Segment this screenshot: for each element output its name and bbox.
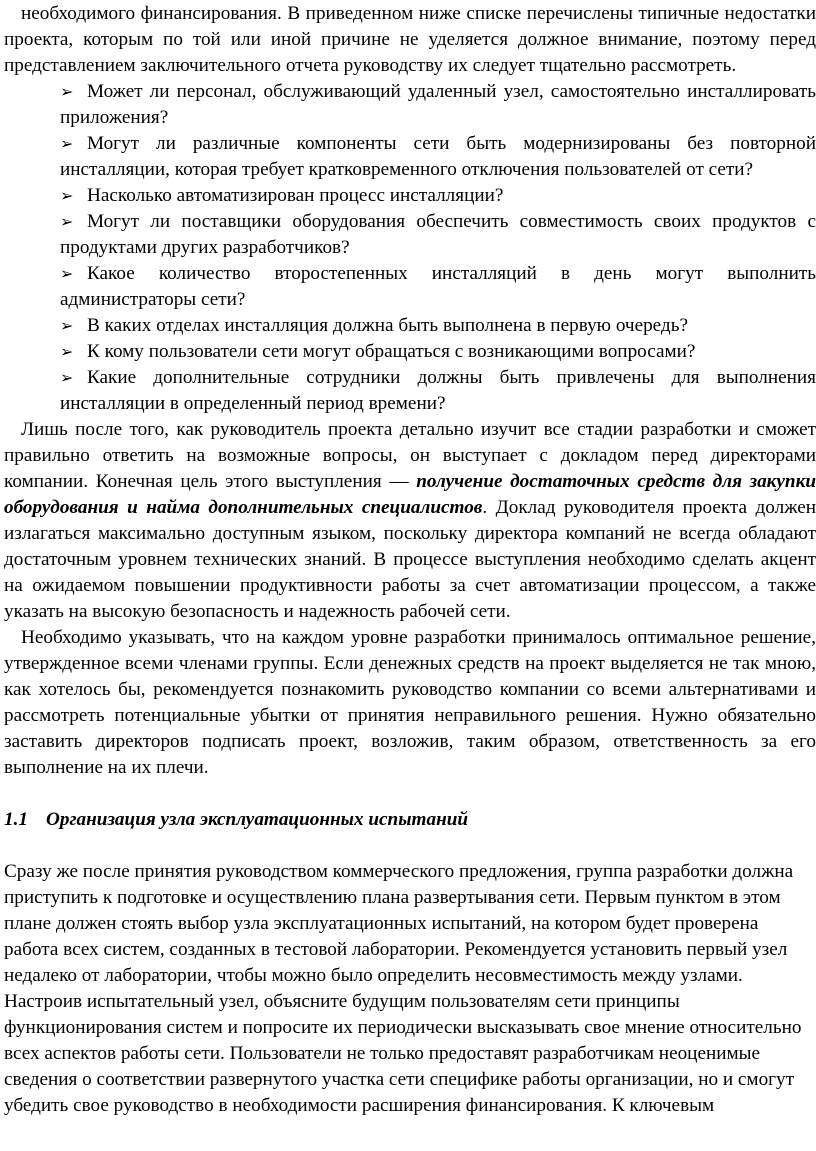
- emphasized-text: получение достаточных средств для закупки оборудования и найма дополнительных специалистов: [4, 471, 816, 518]
- body-paragraph: Сразу же после принятия руководством коммерческого предложения, группа разработки должна приступить к подготовке и осуществлению плана развертывания сети. Первым пунктом в этом плане должен стоять выбор узла эксплуатационных испытаний, на котором будет проверена работа всех систем, созданных в тестовой лаборатории. Рекомендуется установить первый узел недалеко от лаборатории, чтобы можно было определить несовместимость между узлами. Настроив испытательный узел, объясните будущим пользователям сети принципы функционирования систем и попросите их периодически высказывать свое мнение относительно всех аспектов работы сети. Пользователи не только предоставят разработчикам неоценимые сведения о соответствии развернутого участка сети специфике работы организации, но и смогут убедить свое руководство в необходимости расширения финансирования. К ключевым: [4, 861, 802, 1116]
- checklist-item: [4, 313, 816, 339]
- arrow-bullet-icon: ➢: [60, 134, 74, 153]
- arrow-bullet-icon: ➢: [60, 264, 74, 283]
- section-title: Организация узла эксплуатационных испытаний: [46, 809, 469, 830]
- document-page: [4, 0, 816, 1119]
- checklist: [4, 79, 816, 417]
- checklist-item-text: Какие дополнительные сотрудники должны быть привлечены для выполнения инсталляции в определенный период времени?: [60, 367, 816, 414]
- paragraph-text: . Доклад руководителя проекта должен излагаться максимально доступным языком, поскольку директора компаний не всегда обладают достаточным уровнем технических знаний. В процессе выступления необходимо сделать акцент на ожидаемом повышении продуктивности работы за счет автоматизации процессом, а также указать на высокую безопасность и надежность рабочей сети.: [4, 497, 816, 622]
- body-paragraph: [4, 417, 816, 625]
- checklist-item: [4, 339, 816, 365]
- section-heading: [4, 807, 816, 833]
- arrow-bullet-icon: ➢: [60, 342, 74, 361]
- arrow-bullet-icon: ➢: [60, 316, 74, 335]
- arrow-bullet-icon: ➢: [60, 212, 74, 231]
- arrow-bullet-icon: ➢: [60, 186, 74, 205]
- checklist-item-text: Могут ли поставщики оборудования обеспечить совместимость своих продуктов с продуктами других разработчиков?: [60, 211, 816, 258]
- checklist-item-text: Может ли персонал, обслуживающий удаленный узел, самостоятельно инсталлировать приложения?: [60, 81, 816, 128]
- checklist-item-text: Могут ли различные компоненты сети быть модернизированы без повторной инсталляции, которая требует кратковременного отключения пользователей от сети?: [60, 133, 816, 180]
- arrow-bullet-icon: ➢: [60, 82, 74, 101]
- checklist-item: [4, 131, 816, 183]
- checklist-item-text: К кому пользователи сети могут обращаться с возникающими вопросами?: [87, 341, 696, 362]
- checklist-item-text: Насколько автоматизирован процесс инсталляции?: [87, 185, 504, 206]
- checklist-item: [4, 261, 816, 313]
- arrow-bullet-icon: ➢: [60, 368, 74, 387]
- checklist-item: [4, 209, 816, 261]
- checklist-item-text: Какое количество второстепенных инсталляций в день могут выполнить администраторы сети?: [60, 263, 816, 310]
- checklist-item-text: В каких отделах инсталляция должна быть выполнена в первую очередь?: [87, 315, 688, 336]
- checklist-item: [4, 183, 816, 209]
- intro-paragraph: необходимого финансирования. В приведенном ниже списке перечислены типичные недостатки проекта, которым по той или иной причине не уделяется должное внимание, поэтому перед представлением заключительного отчета руководству их следует тщательно рассмотреть.: [4, 3, 816, 76]
- section-number: 1.1: [4, 809, 28, 830]
- body-paragraph: Необходимо указывать, что на каждом уровне разработки принималось оптимальное решение, утвержденное всеми членами группы. Если денежных средств на проект выделяется не так мною, как хотелось бы, рекомендуется познакомить руководство компании со всеми альтернативами и рассмотреть потенциальные убытки от принятия неправильного решения. Нужно обязательно заставить директоров подписать проект, возложив, таким образом, ответственность за его выполнение на их плечи.: [4, 627, 816, 778]
- checklist-item: [4, 365, 816, 417]
- checklist-item: [4, 79, 816, 131]
- paragraph-text: Лишь после того, как руководитель проекта детально изучит все стадии разработки и сможет правильно ответить на возможные вопросы, он выступает с докладом перед директорами компании. Конечная цель этого выступления —: [4, 419, 816, 492]
